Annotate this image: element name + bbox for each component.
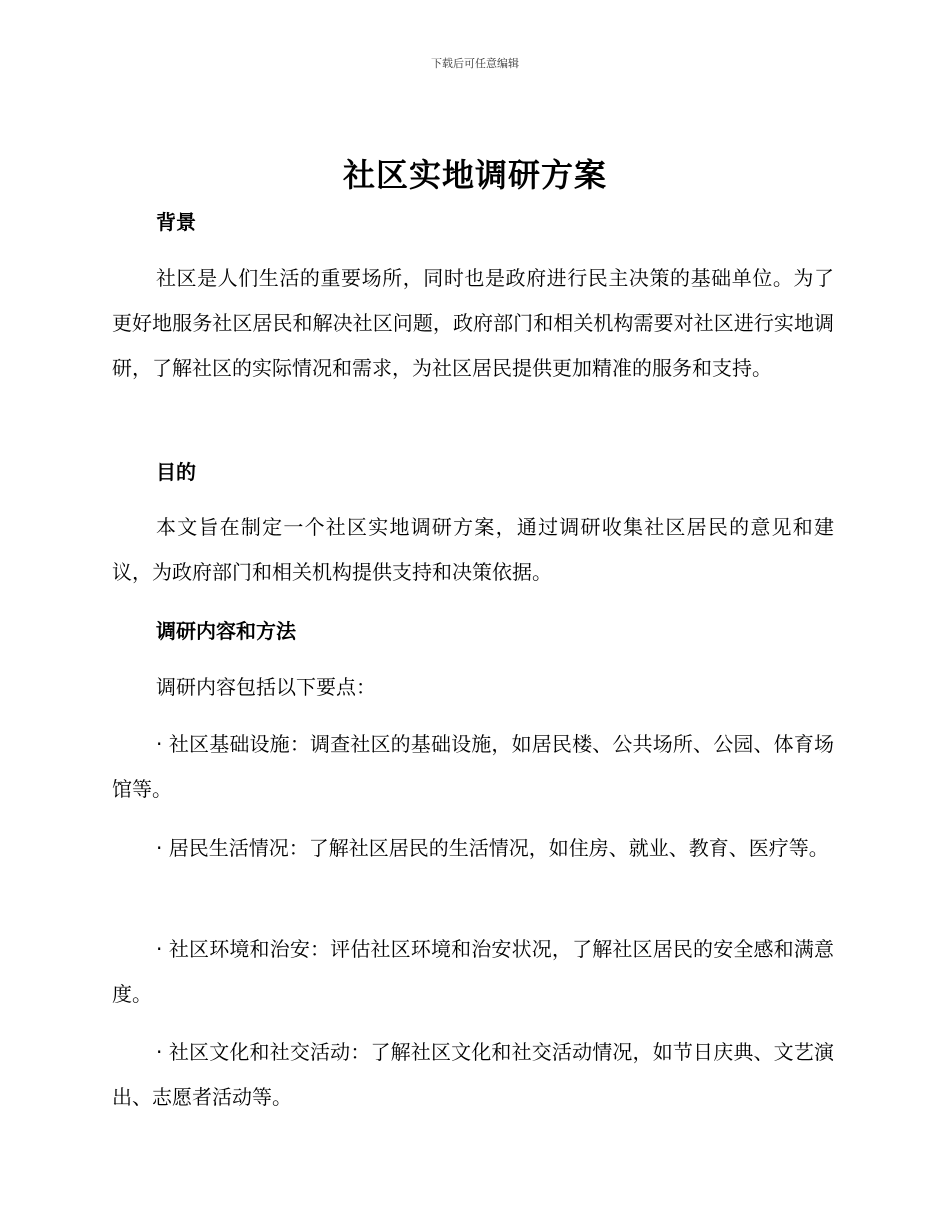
section-heading-purpose: 目的 (156, 460, 196, 484)
paragraph-methods-intro: 调研内容包括以下要点： (156, 675, 376, 699)
list-item-culture-social: · 社区文化和社交活动：了解社区文化和社交活动情况，如节日庆典、文艺演出、志愿者活动等。 (112, 1040, 834, 1109)
paragraph-purpose: 本文旨在制定一个社区实地调研方案，通过调研收集社区居民的意见和建议，为政府部门和相关机构提供支持和决策依据。 (112, 515, 834, 584)
section-heading-methods: 调研内容和方法 (156, 619, 296, 643)
paragraph-background: 社区是人们生活的重要场所，同时也是政府进行民主决策的基础单位。为了更好地服务社区居民和解决社区问题，政府部门和相关机构需要对社区进行实地调研，了解社区的实际情况和需求，为社区居民提供更加精准的服务和支持。 (112, 266, 834, 380)
list-item-living-conditions: · 居民生活情况：了解社区居民的生活情况，如住房、就业、教育、医疗等。 (156, 836, 829, 860)
document-title: 社区实地调研方案 (342, 156, 607, 194)
header-note: 下载后可任意编辑 (431, 57, 519, 70)
list-item-infrastructure: · 社区基础设施：调查社区的基础设施，如居民楼、公共场所、公园、体育场馆等。 (112, 732, 834, 801)
section-heading-background: 背景 (156, 210, 196, 234)
list-item-environment-security: · 社区环境和治安：评估社区环境和治安状况，了解社区居民的安全感和满意度。 (112, 937, 834, 1006)
